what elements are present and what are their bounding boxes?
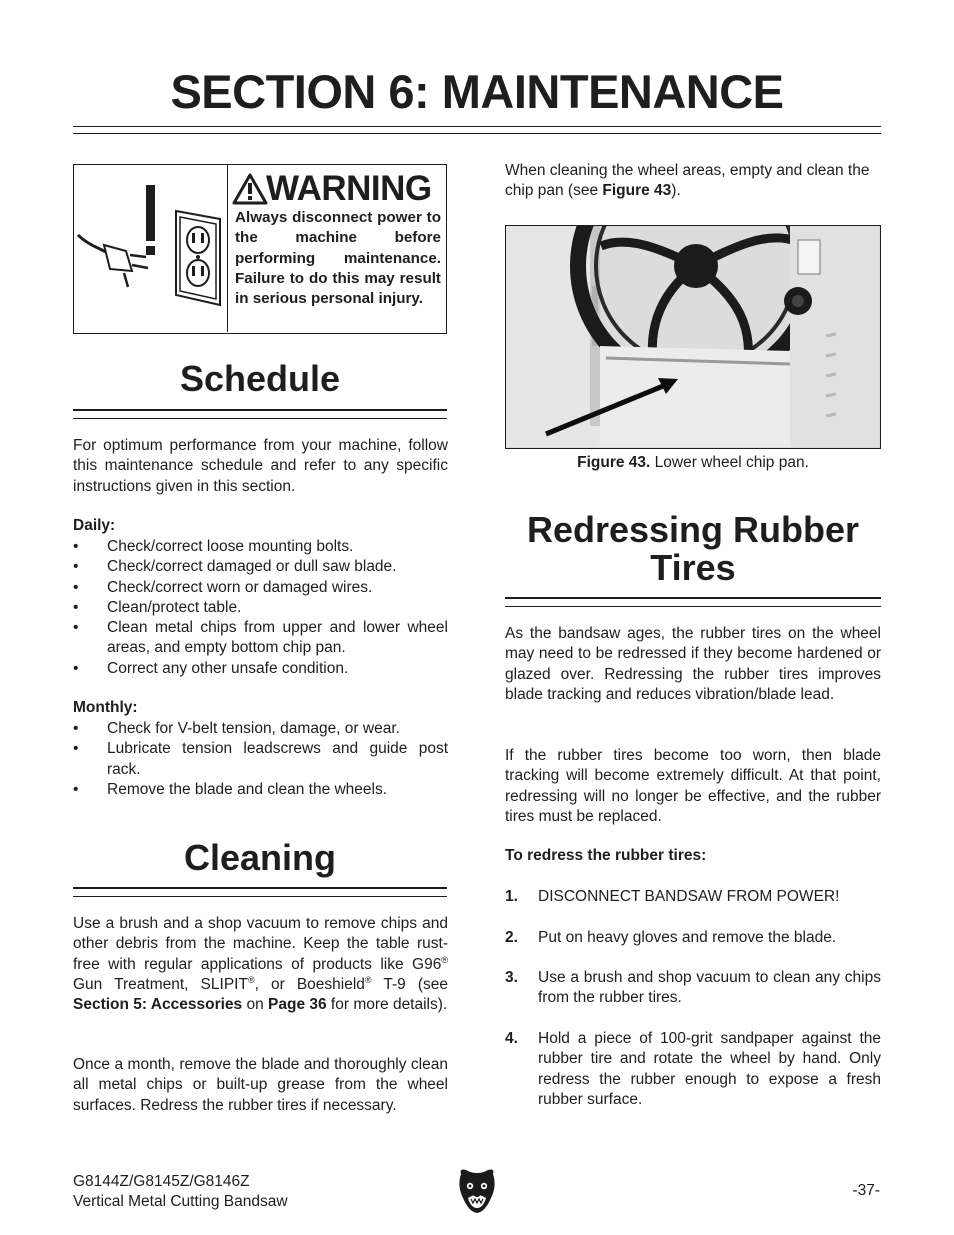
list-item: • Lubricate tension leadscrews and guide post rack. — [73, 740, 448, 778]
schedule-rule-thin — [73, 418, 447, 419]
list-item: • Correct any other unsafe condition. — [73, 659, 349, 677]
schedule-intro: For optimum performance from your machine, follow this maintenance schedule and refer to any specific instructions given in this section. — [73, 437, 448, 495]
page-number: -37- — [852, 1182, 880, 1199]
redressing-heading: Redressing Rubber Tires — [526, 509, 860, 588]
title-rule-top — [73, 126, 881, 127]
title-rule-bottom — [73, 133, 881, 134]
list-item: • Check for V-belt tension, damage, or wear. — [73, 720, 400, 737]
list-item: • Check/correct loose mounting bolts. — [73, 538, 354, 555]
schedule-heading: Schedule — [179, 358, 341, 399]
plug-outlet-icon — [74, 165, 226, 332]
redressing-paragraph-1: As the bandsaw ages, the rubber tires on the wheel may need to be redressed if they become hardened or glazed over. Redressing the rubber tires improves blade tracking and reduces vibration/blade lead. — [505, 625, 881, 703]
daily-label: Daily: — [73, 517, 116, 534]
list-item: • Remove the blade and clean the wheels. — [73, 780, 388, 798]
list-item: • Check/correct damaged or dull saw blade. — [73, 558, 397, 576]
warning-heading: WARNING — [266, 169, 432, 208]
redressing-rule-thin — [505, 606, 881, 607]
footer-model-info — [73, 1172, 288, 1213]
monthly-list — [73, 719, 448, 800]
bear-logo-icon — [457, 1168, 497, 1214]
warning-illustration — [74, 165, 228, 332]
schedule-rule — [73, 409, 447, 411]
step-item: 1. DISCONNECT BANDSAW FROM POWER! — [505, 888, 840, 905]
list-item: • Check/correct worn or damaged wires. — [73, 578, 373, 596]
step-item: 2. Put on heavy gloves and remove the blade. — [505, 928, 837, 946]
cleaning-paragraph-1: Use a brush and a shop vacuum to remove chips and other debris from the machine. Keep the table rust-free with regular applications of products like G96® Gun Treatment, SLIPIT®, or Boeshield® T-9 (see Section 5: Accessories on Page 36 for more details). — [73, 915, 448, 1014]
warning-box — [73, 164, 447, 334]
redressing-rule — [505, 597, 881, 599]
step-item: 3. Use a brush and shop vacuum to clean any chips from the rubber tires. — [505, 969, 881, 1007]
bandsaw-lower-wheel-icon — [506, 226, 879, 447]
step-item: 4. Hold a piece of 100-grit sandpaper against the rubber tire and rotate the wheel by hand. Only redress the rubber enough to expose a fresh rubber surface. — [505, 1030, 881, 1108]
warning-triangle-icon — [232, 173, 268, 205]
footer-product: Vertical Metal Cutting Bandsaw — [73, 1193, 288, 1211]
list-item: • Clean metal chips from upper and lower wheel areas, and empty bottom chip pan. — [73, 619, 448, 657]
cleaning-rule-thin — [73, 896, 447, 897]
chip-pan-text: When cleaning the wheel areas, empty and clean the chip pan (see Figure 43). — [505, 162, 870, 200]
cleaning-paragraph-2: Once a month, remove the blade and thoroughly clean all metal chips or built-up grease from the wheel surfaces. Redress the rubber tires if necessary. — [73, 1056, 448, 1114]
figure-43-caption: Figure 43. Lower wheel chip pan. — [577, 454, 809, 471]
cleaning-heading: Cleaning — [183, 837, 336, 878]
page-title: SECTION 6: MAINTENANCE — [170, 65, 784, 118]
cleaning-rule — [73, 887, 447, 889]
redressing-paragraph-2: If the rubber tires become too worn, then blade tracking will become extremely difficult. At that point, redressing will no longer be effective, and the rubber tires must be replaced. — [505, 747, 881, 825]
redress-steps-label: To redress the rubber tires: — [505, 847, 707, 864]
daily-list — [73, 537, 448, 679]
redress-steps-list — [505, 887, 881, 1131]
list-item: • Clean/protect table. — [73, 598, 242, 616]
warning-text: Always disconnect power to the machine before performing maintenance. Failure to do this may result in serious personal injury. — [235, 209, 441, 308]
footer-model: G8144Z/G8145Z/G8146Z — [73, 1173, 250, 1190]
monthly-label: Monthly: — [73, 699, 138, 716]
warning-header — [232, 171, 444, 207]
figure-43-photo — [505, 225, 881, 449]
